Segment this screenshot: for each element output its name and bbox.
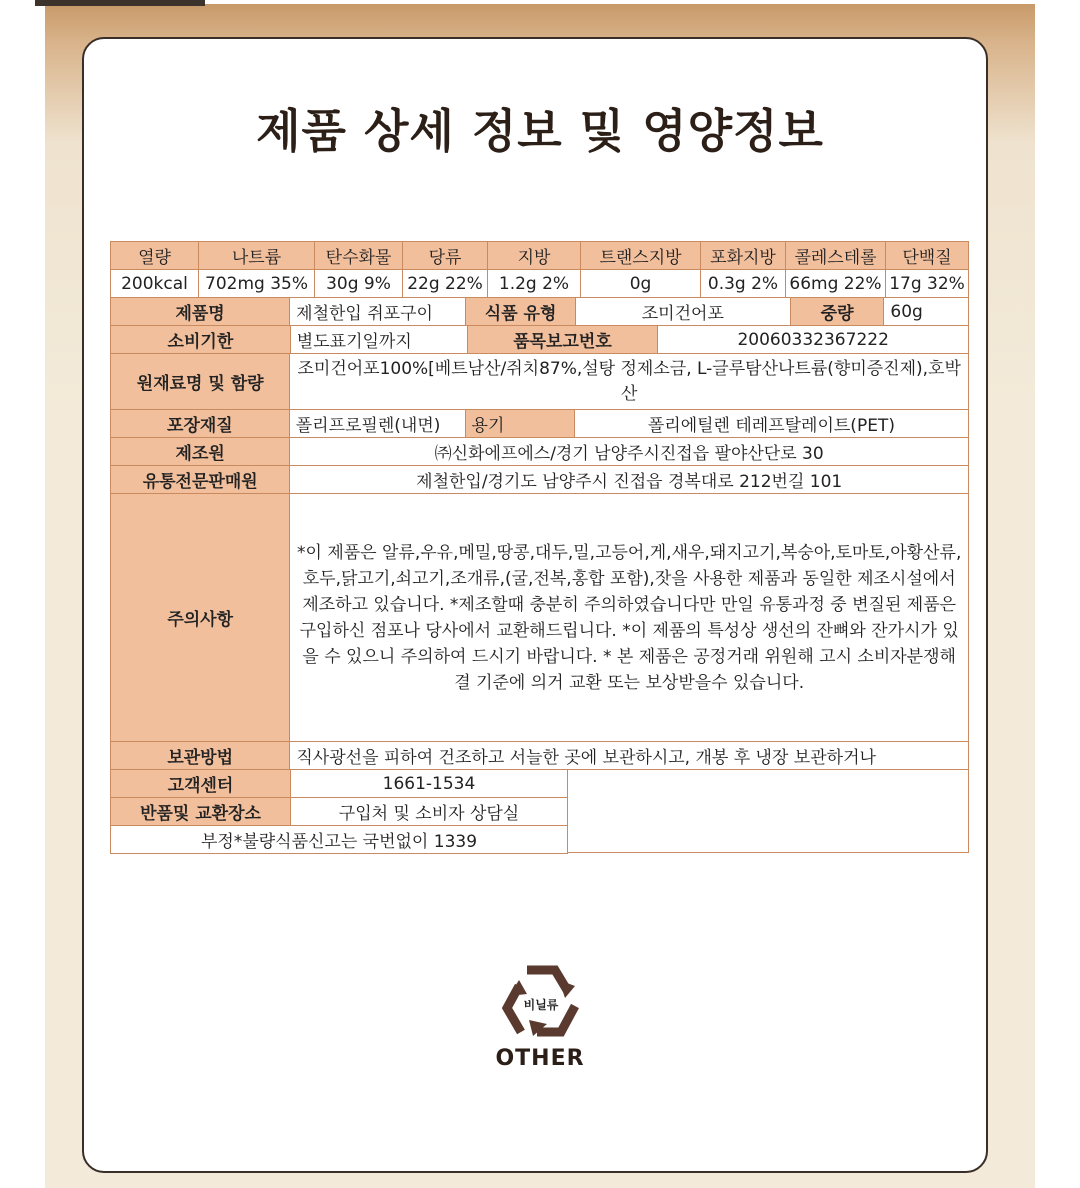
- manufacturer-value: ㈜신화에프에스/경기 남양주시진접읍 팔야산단로 30: [289, 437, 969, 466]
- container-value: 폴리에틸렌 테레프탈레이트(PET): [574, 409, 969, 438]
- report-row: [111, 826, 568, 854]
- manufacturer-row: [111, 438, 969, 466]
- cs-row: [111, 770, 568, 798]
- weight-label: 중량: [790, 297, 885, 326]
- report-number-label: 품목보고번호: [467, 325, 659, 354]
- report-text: 부정*불량식품신고는 국번없이 1339: [110, 825, 568, 854]
- nutrition-value: 1.2g 2%: [487, 269, 581, 298]
- food-type-value: 조미건어포: [575, 297, 791, 326]
- container-label: 용기: [465, 409, 575, 438]
- exchange-value: 구입처 및 소비자 상담실: [290, 797, 568, 826]
- page-title: 제품 상세 정보 및 영양정보: [256, 104, 824, 158]
- manufacturer-label: 제조원: [110, 437, 290, 466]
- packaging-value: 폴리프로필렌(내면): [289, 409, 466, 438]
- nutrition-value: 702mg 35%: [198, 269, 315, 298]
- nutrition-header: 탄수화물: [314, 241, 403, 270]
- ingredients-label: 원재료명 및 함량: [110, 353, 290, 410]
- distributor-value: 제철한입/경기도 남양주시 진접읍 경복대로 212번길 101: [289, 465, 969, 494]
- product-name-row: [111, 298, 969, 326]
- caution-row: [111, 494, 969, 742]
- recycle-other-text: OTHER: [495, 1046, 585, 1071]
- expiry-label: 소비기한: [110, 325, 291, 354]
- storage-value: 직사광선을 피하여 건조하고 서늘한 곳에 보관하시고, 개봉 후 냉장 보관하거나: [289, 741, 969, 770]
- top-edge: [35, 0, 205, 6]
- expiry-value: 별도표기일까지: [290, 325, 468, 354]
- food-type-label: 식품 유형: [465, 297, 575, 326]
- nutrition-header-row: [111, 242, 969, 270]
- nutrition-header: 열량: [110, 241, 199, 270]
- product-name-label: 제품명: [110, 297, 290, 326]
- report-number-value: 20060332367222: [657, 325, 969, 354]
- recycle-label: 비닐류: [523, 998, 559, 1012]
- nutrition-header: 포화지방: [700, 241, 786, 270]
- nutrition-header: 나트륨: [198, 241, 315, 270]
- ingredients-value: 조미건어포100%[베트남산/쥐치87%,설탕 정제소금, L-글루탐산나트륨(향미증진제),호박산: [289, 353, 969, 410]
- nutrition-header: 지방: [487, 241, 581, 270]
- cs-value: 1661-1534: [290, 769, 568, 798]
- nutrition-value: 66mg 22%: [785, 269, 886, 298]
- storage-row: [111, 742, 969, 770]
- cs-label: 고객센터: [110, 769, 291, 798]
- exchange-label: 반품및 교환장소: [110, 797, 291, 826]
- weight-value: 60g: [883, 297, 969, 326]
- nutrition-header: 트랜스지방: [580, 241, 701, 270]
- bottom-block: [111, 770, 969, 854]
- distributor-label: 유통전문판매원: [110, 465, 290, 494]
- blank-cell: [567, 769, 969, 853]
- nutrition-value: 200kcal: [110, 269, 199, 298]
- storage-label: 보관방법: [110, 741, 290, 770]
- nutrition-header: 당류: [402, 241, 488, 270]
- packaging-label: 포장재질: [110, 409, 290, 438]
- packaging-row: [111, 410, 969, 438]
- nutrition-header: 단백질: [885, 241, 969, 270]
- nutrition-value: 17g 32%: [885, 269, 969, 298]
- nutrition-header: 콜레스테롤: [785, 241, 886, 270]
- ingredients-row: [111, 354, 969, 410]
- caution-text: *이 제품은 알류,우유,메밀,땅콩,대두,밀,고등어,게,새우,돼지고기,복숭아,토마토,아황산류,호두,닭고기,쇠고기,조개류,(굴,전복,홍합 포함),잣을 사용한 제품과 동일한 제조시설에서 제조하고 있습니다. *제조할때 충분히 주의하였습니다만 만일 유통과정 중 변질된 제품은 구입하신 점포나 당사에서 교환해드립니다. *이 제품의 특성상 생선의 잔뼈와 잔가시가 있을 수 있으니 주의하여 드시기 바랍니다. * 본 제품은 공정거래 위원해 고시 소비자분쟁해결 기준에 의거 교환 또는 보상받을수 있습니다.: [289, 493, 969, 742]
- bottom-left: [111, 770, 568, 854]
- nutrition-value-row: [111, 270, 969, 298]
- expiry-row: [111, 326, 969, 354]
- distributor-row: [111, 466, 969, 494]
- nutrition-value: 22g 22%: [402, 269, 488, 298]
- caution-label: 주의사항: [110, 493, 290, 742]
- product-info-table: [111, 242, 969, 854]
- exchange-row: [111, 798, 568, 826]
- nutrition-value: 0g: [580, 269, 701, 298]
- nutrition-value: 0.3g 2%: [700, 269, 786, 298]
- nutrition-value: 30g 9%: [314, 269, 403, 298]
- product-name-value: 제철한입 쥐포구이: [289, 297, 466, 326]
